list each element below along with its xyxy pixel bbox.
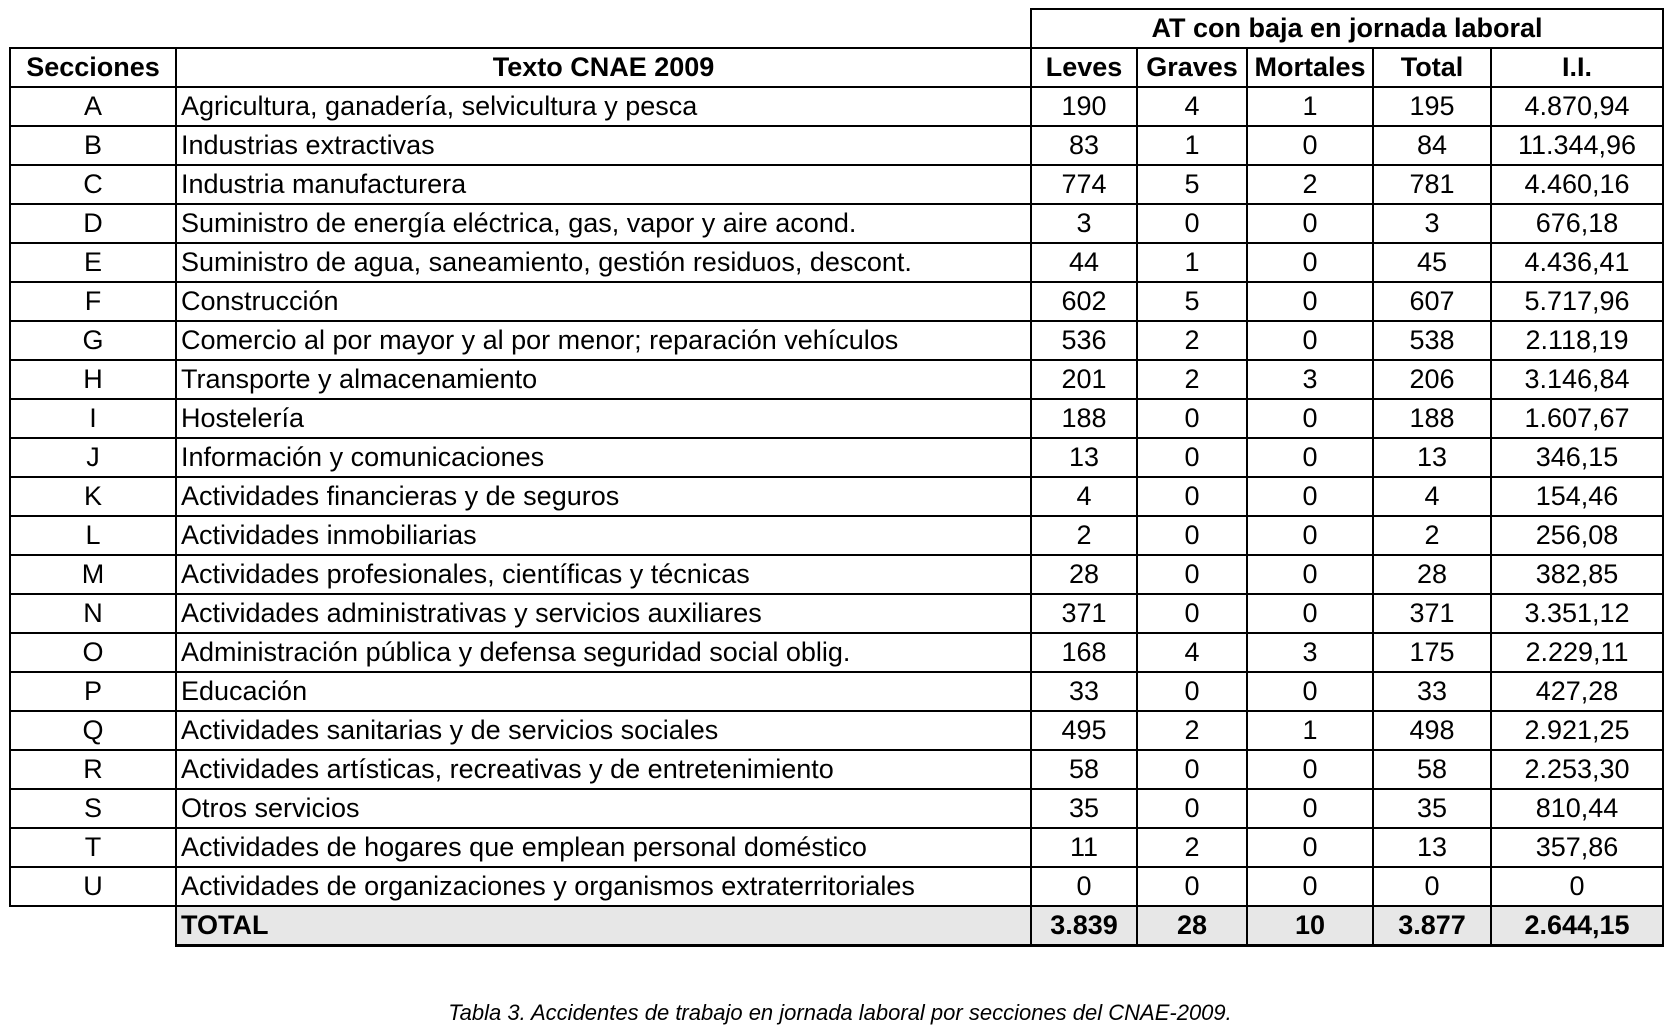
ii-cell: 676,18 (1491, 204, 1663, 243)
ii-cell: 1.607,67 (1491, 399, 1663, 438)
ii-cell: 154,46 (1491, 477, 1663, 516)
activity-text-cell: Actividades profesionales, científicas y técnicas (176, 555, 1031, 594)
mortales-cell: 0 (1247, 555, 1373, 594)
mortales-cell: 0 (1247, 321, 1373, 360)
section-cell: P (10, 672, 176, 711)
section-cell: Q (10, 711, 176, 750)
table-caption: Tabla 3. Accidentes de trabajo en jornada laboral por secciones del CNAE-2009. (448, 1000, 1232, 1025)
total-cell: 45 (1373, 243, 1491, 282)
activity-text-cell: Actividades de hogares que emplean personal doméstico (176, 828, 1031, 867)
activity-text-cell: Actividades sanitarias y de servicios sociales (176, 711, 1031, 750)
graves-cell: 0 (1137, 672, 1247, 711)
leves-cell: 13 (1031, 438, 1137, 477)
mortales-cell: 1 (1247, 87, 1373, 126)
total-cell: 4 (1373, 477, 1491, 516)
activity-text-cell: Actividades administrativas y servicios auxiliares (176, 594, 1031, 633)
ii-cell: 2.921,25 (1491, 711, 1663, 750)
column-header-secciones: Secciones (10, 48, 176, 87)
activity-text-cell: Suministro de energía eléctrica, gas, vapor y aire acond. (176, 204, 1031, 243)
mortales-cell: 0 (1247, 477, 1373, 516)
section-cell: J (10, 438, 176, 477)
leves-cell: 0 (1031, 867, 1137, 906)
total-cell: 58 (1373, 750, 1491, 789)
leves-cell: 83 (1031, 126, 1137, 165)
leves-cell: 495 (1031, 711, 1137, 750)
section-cell: D (10, 204, 176, 243)
table-row (10, 204, 1663, 243)
table-row (10, 828, 1663, 867)
mortales-cell: 0 (1247, 399, 1373, 438)
total-cell: 188 (1373, 399, 1491, 438)
total-cell: 35 (1373, 789, 1491, 828)
activity-text-cell: Comercio al por mayor y al por menor; reparación vehículos (176, 321, 1031, 360)
ii-cell: 4.436,41 (1491, 243, 1663, 282)
group-header: AT con baja en jornada laboral (1031, 9, 1663, 48)
total-ii: 2.644,15 (1491, 906, 1663, 946)
total-cell: 498 (1373, 711, 1491, 750)
section-cell: G (10, 321, 176, 360)
ii-cell: 346,15 (1491, 438, 1663, 477)
activity-text-cell: Actividades de organizaciones y organismos extraterritoriales (176, 867, 1031, 906)
graves-cell: 0 (1137, 399, 1247, 438)
total-spacer (10, 906, 176, 946)
table-row (10, 282, 1663, 321)
graves-cell: 5 (1137, 282, 1247, 321)
table-row (10, 867, 1663, 906)
table-row (10, 126, 1663, 165)
leves-cell: 190 (1031, 87, 1137, 126)
leves-cell: 168 (1031, 633, 1137, 672)
accidents-table (9, 8, 1664, 947)
column-header-row (10, 48, 1663, 87)
ii-cell: 256,08 (1491, 516, 1663, 555)
activity-text-cell: Información y comunicaciones (176, 438, 1031, 477)
mortales-cell: 0 (1247, 672, 1373, 711)
section-cell: T (10, 828, 176, 867)
section-cell: U (10, 867, 176, 906)
graves-cell: 0 (1137, 594, 1247, 633)
graves-cell: 0 (1137, 477, 1247, 516)
table-row (10, 555, 1663, 594)
ii-cell: 4.460,16 (1491, 165, 1663, 204)
ii-cell: 427,28 (1491, 672, 1663, 711)
column-header-graves: Graves (1137, 48, 1247, 87)
section-cell: N (10, 594, 176, 633)
mortales-cell: 0 (1247, 243, 1373, 282)
table-row (10, 399, 1663, 438)
table-row (10, 165, 1663, 204)
graves-cell: 0 (1137, 438, 1247, 477)
leves-cell: 371 (1031, 594, 1137, 633)
leves-cell: 4 (1031, 477, 1137, 516)
activity-text-cell: Construcción (176, 282, 1031, 321)
graves-cell: 0 (1137, 789, 1247, 828)
total-cell: 371 (1373, 594, 1491, 633)
total-cell: 206 (1373, 360, 1491, 399)
ii-cell: 357,86 (1491, 828, 1663, 867)
column-header-mortales: Mortales (1247, 48, 1373, 87)
total-cell: 0 (1373, 867, 1491, 906)
table-row (10, 516, 1663, 555)
total-cell: 2 (1373, 516, 1491, 555)
group-header-row (10, 9, 1663, 48)
activity-text-cell: Industrias extractivas (176, 126, 1031, 165)
ii-cell: 810,44 (1491, 789, 1663, 828)
total-mortales: 10 (1247, 906, 1373, 946)
mortales-cell: 0 (1247, 750, 1373, 789)
leves-cell: 188 (1031, 399, 1137, 438)
total-graves: 28 (1137, 906, 1247, 946)
activity-text-cell: Administración pública y defensa seguridad social oblig. (176, 633, 1031, 672)
document (9, 8, 1664, 947)
table-row (10, 633, 1663, 672)
mortales-cell: 0 (1247, 516, 1373, 555)
activity-text-cell: Suministro de agua, saneamiento, gestión residuos, descont. (176, 243, 1031, 282)
graves-cell: 4 (1137, 87, 1247, 126)
graves-cell: 2 (1137, 711, 1247, 750)
total-cell: 3 (1373, 204, 1491, 243)
leves-cell: 3 (1031, 204, 1137, 243)
section-cell: L (10, 516, 176, 555)
leves-cell: 201 (1031, 360, 1137, 399)
activity-text-cell: Industria manufacturera (176, 165, 1031, 204)
ii-cell: 382,85 (1491, 555, 1663, 594)
graves-cell: 5 (1137, 165, 1247, 204)
ii-cell: 11.344,96 (1491, 126, 1663, 165)
graves-cell: 2 (1137, 360, 1247, 399)
total-cell: 175 (1373, 633, 1491, 672)
table-row (10, 321, 1663, 360)
table-row (10, 360, 1663, 399)
mortales-cell: 2 (1247, 165, 1373, 204)
graves-cell: 0 (1137, 555, 1247, 594)
section-cell: E (10, 243, 176, 282)
leves-cell: 58 (1031, 750, 1137, 789)
graves-cell: 0 (1137, 867, 1247, 906)
table-row (10, 672, 1663, 711)
ii-cell: 4.870,94 (1491, 87, 1663, 126)
graves-cell: 0 (1137, 516, 1247, 555)
table-row (10, 594, 1663, 633)
activity-text-cell: Transporte y almacenamiento (176, 360, 1031, 399)
leves-cell: 28 (1031, 555, 1137, 594)
mortales-cell: 3 (1247, 360, 1373, 399)
mortales-cell: 3 (1247, 633, 1373, 672)
column-header-texto: Texto CNAE 2009 (176, 48, 1031, 87)
total-cell: 195 (1373, 87, 1491, 126)
mortales-cell: 0 (1247, 789, 1373, 828)
total-total: 3.877 (1373, 906, 1491, 946)
activity-text-cell: Actividades financieras y de seguros (176, 477, 1031, 516)
table-row (10, 243, 1663, 282)
table-row (10, 750, 1663, 789)
graves-cell: 1 (1137, 126, 1247, 165)
table-row (10, 87, 1663, 126)
ii-cell: 0 (1491, 867, 1663, 906)
section-cell: A (10, 87, 176, 126)
total-cell: 538 (1373, 321, 1491, 360)
section-cell: I (10, 399, 176, 438)
section-cell: F (10, 282, 176, 321)
section-cell: M (10, 555, 176, 594)
graves-cell: 4 (1137, 633, 1247, 672)
mortales-cell: 0 (1247, 126, 1373, 165)
mortales-cell: 0 (1247, 204, 1373, 243)
activity-text-cell: Actividades artísticas, recreativas y de entretenimiento (176, 750, 1031, 789)
graves-cell: 1 (1137, 243, 1247, 282)
total-label: TOTAL (176, 906, 1031, 946)
mortales-cell: 0 (1247, 282, 1373, 321)
total-cell: 607 (1373, 282, 1491, 321)
activity-text-cell: Actividades inmobiliarias (176, 516, 1031, 555)
column-header-total: Total (1373, 48, 1491, 87)
section-cell: B (10, 126, 176, 165)
leves-cell: 774 (1031, 165, 1137, 204)
ii-cell: 2.229,11 (1491, 633, 1663, 672)
total-cell: 781 (1373, 165, 1491, 204)
leves-cell: 44 (1031, 243, 1137, 282)
ii-cell: 3.351,12 (1491, 594, 1663, 633)
header-spacer (10, 9, 1031, 48)
mortales-cell: 0 (1247, 867, 1373, 906)
graves-cell: 2 (1137, 321, 1247, 360)
activity-text-cell: Hostelería (176, 399, 1031, 438)
column-header-leves: Leves (1031, 48, 1137, 87)
total-cell: 13 (1373, 828, 1491, 867)
ii-cell: 5.717,96 (1491, 282, 1663, 321)
activity-text-cell: Otros servicios (176, 789, 1031, 828)
leves-cell: 35 (1031, 789, 1137, 828)
leves-cell: 33 (1031, 672, 1137, 711)
leves-cell: 602 (1031, 282, 1137, 321)
mortales-cell: 0 (1247, 594, 1373, 633)
table-row (10, 789, 1663, 828)
table-row (10, 438, 1663, 477)
graves-cell: 0 (1137, 204, 1247, 243)
table-row (10, 477, 1663, 516)
ii-cell: 2.118,19 (1491, 321, 1663, 360)
section-cell: R (10, 750, 176, 789)
total-cell: 84 (1373, 126, 1491, 165)
ii-cell: 3.146,84 (1491, 360, 1663, 399)
total-cell: 13 (1373, 438, 1491, 477)
graves-cell: 2 (1137, 828, 1247, 867)
section-cell: H (10, 360, 176, 399)
leves-cell: 2 (1031, 516, 1137, 555)
activity-text-cell: Agricultura, ganadería, selvicultura y pesca (176, 87, 1031, 126)
table-body (10, 87, 1663, 906)
column-header-ii: I.I. (1491, 48, 1663, 87)
ii-cell: 2.253,30 (1491, 750, 1663, 789)
section-cell: O (10, 633, 176, 672)
section-cell: K (10, 477, 176, 516)
section-cell: C (10, 165, 176, 204)
leves-cell: 536 (1031, 321, 1137, 360)
section-cell: S (10, 789, 176, 828)
mortales-cell: 0 (1247, 828, 1373, 867)
total-cell: 28 (1373, 555, 1491, 594)
leves-cell: 11 (1031, 828, 1137, 867)
table-row (10, 711, 1663, 750)
total-cell: 33 (1373, 672, 1491, 711)
mortales-cell: 1 (1247, 711, 1373, 750)
graves-cell: 0 (1137, 750, 1247, 789)
mortales-cell: 0 (1247, 438, 1373, 477)
total-row (10, 906, 1663, 946)
total-leves: 3.839 (1031, 906, 1137, 946)
activity-text-cell: Educación (176, 672, 1031, 711)
